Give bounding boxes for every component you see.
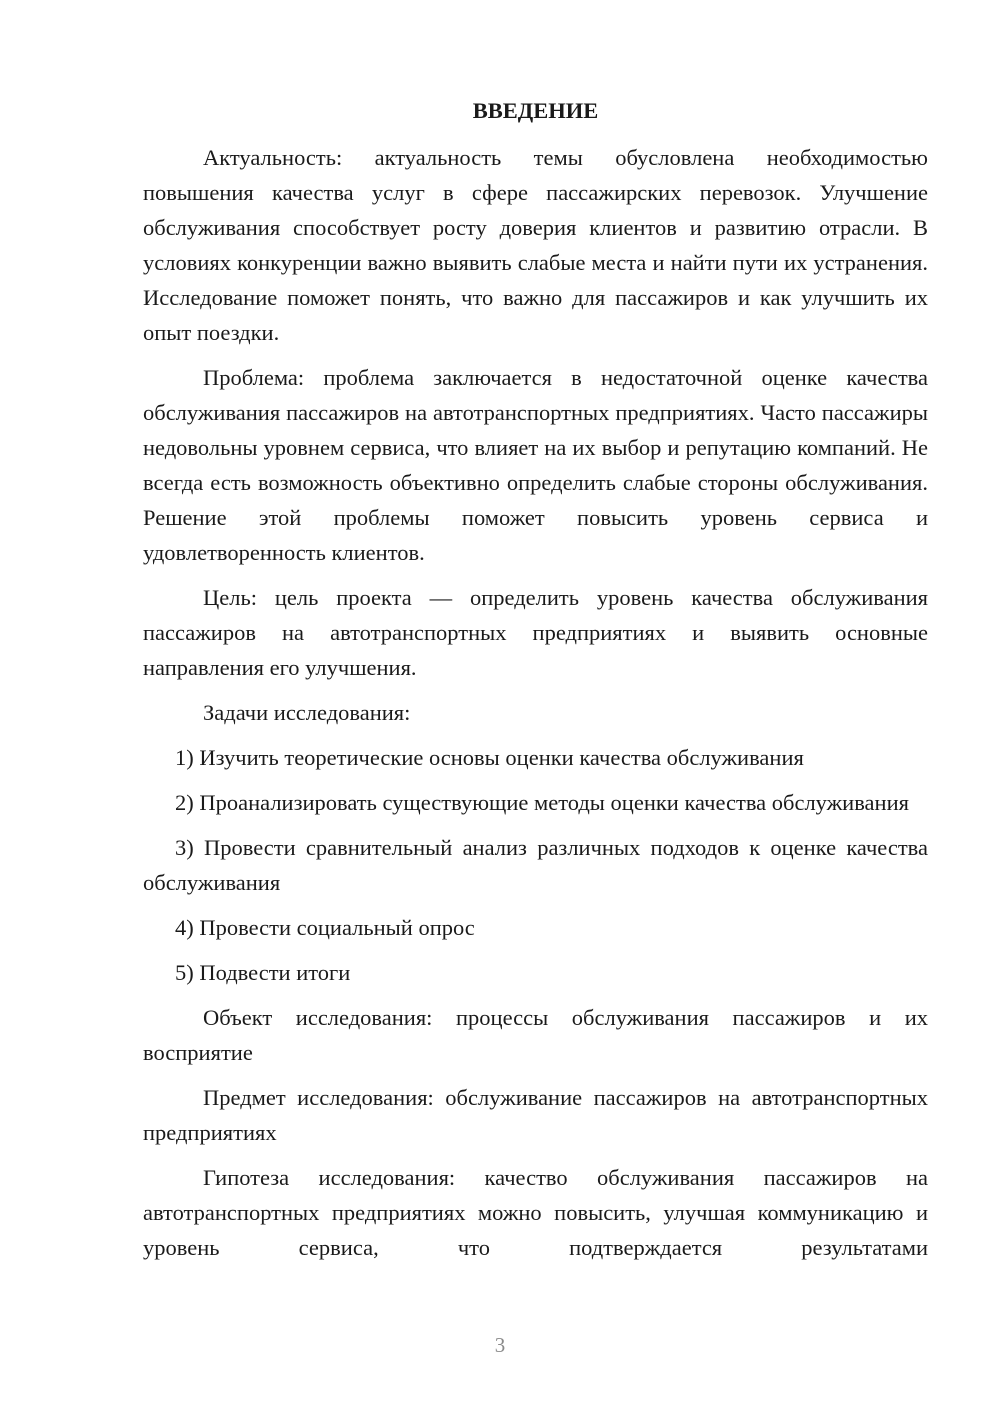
task-item-5: 5) Подвести итоги: [175, 960, 351, 985]
subject-paragraph: Предмет исследования: обслуживание пассажиров на автотранспортных предприятиях: [143, 1085, 928, 1145]
task-item-1: 1) Изучить теоретические основы оценки качества обслуживания: [175, 745, 804, 770]
page-number: 3: [494, 1333, 506, 1357]
tasks-heading: Задачи исследования:: [203, 700, 411, 725]
relevance-paragraph: Актуальность: актуальность темы обусловлена необходимостью повышения качества услуг в сфере пассажирских перевозок. Улучшение обслуживания способствует росту доверия клиентов и развитию отрасли. В условиях конкуренции важно выявить слабые места и найти пути их устранения. Исследование поможет понять, что важно для пассажиров и как улучшить их опыт поездки.: [143, 145, 928, 345]
task-item-3: 3) Провести сравнительный анализ различных подходов к оценке качества обслуживания: [143, 835, 928, 895]
object-paragraph: Объект исследования: процессы обслуживания пассажиров и их восприятие: [143, 1005, 928, 1065]
page-title: ВВЕДЕНИЕ: [472, 98, 599, 123]
problem-paragraph: Проблема: проблема заключается в недостаточной оценке качества обслуживания пассажиров на автотранспортных предприятиях. Часто пассажиры недовольны уровнем сервиса, что влияет на их выбор и репутацию компаний. Не всегда есть возможность объективно определить слабые стороны обслуживания. Решение этой проблемы поможет повысить уровень сервиса и удовлетворенность клиентов.: [143, 365, 928, 565]
task-item-2: 2) Проанализировать существующие методы оценки качества обслуживания: [175, 790, 909, 815]
task-item-4: 4) Провести социальный опрос: [175, 915, 475, 940]
goal-paragraph: Цель: цель проекта — определить уровень качества обслуживания пассажиров на автотранспортных предприятиях и выявить основные направления его улучшения.: [143, 585, 928, 680]
document-page: [143, 93, 928, 1265]
hypothesis-paragraph: Гипотеза исследования: качество обслуживания пассажиров на автотранспортных предприятиях можно повысить, улучшая коммуникацию и уровень сервиса, что подтверждается результатами: [143, 1165, 928, 1260]
